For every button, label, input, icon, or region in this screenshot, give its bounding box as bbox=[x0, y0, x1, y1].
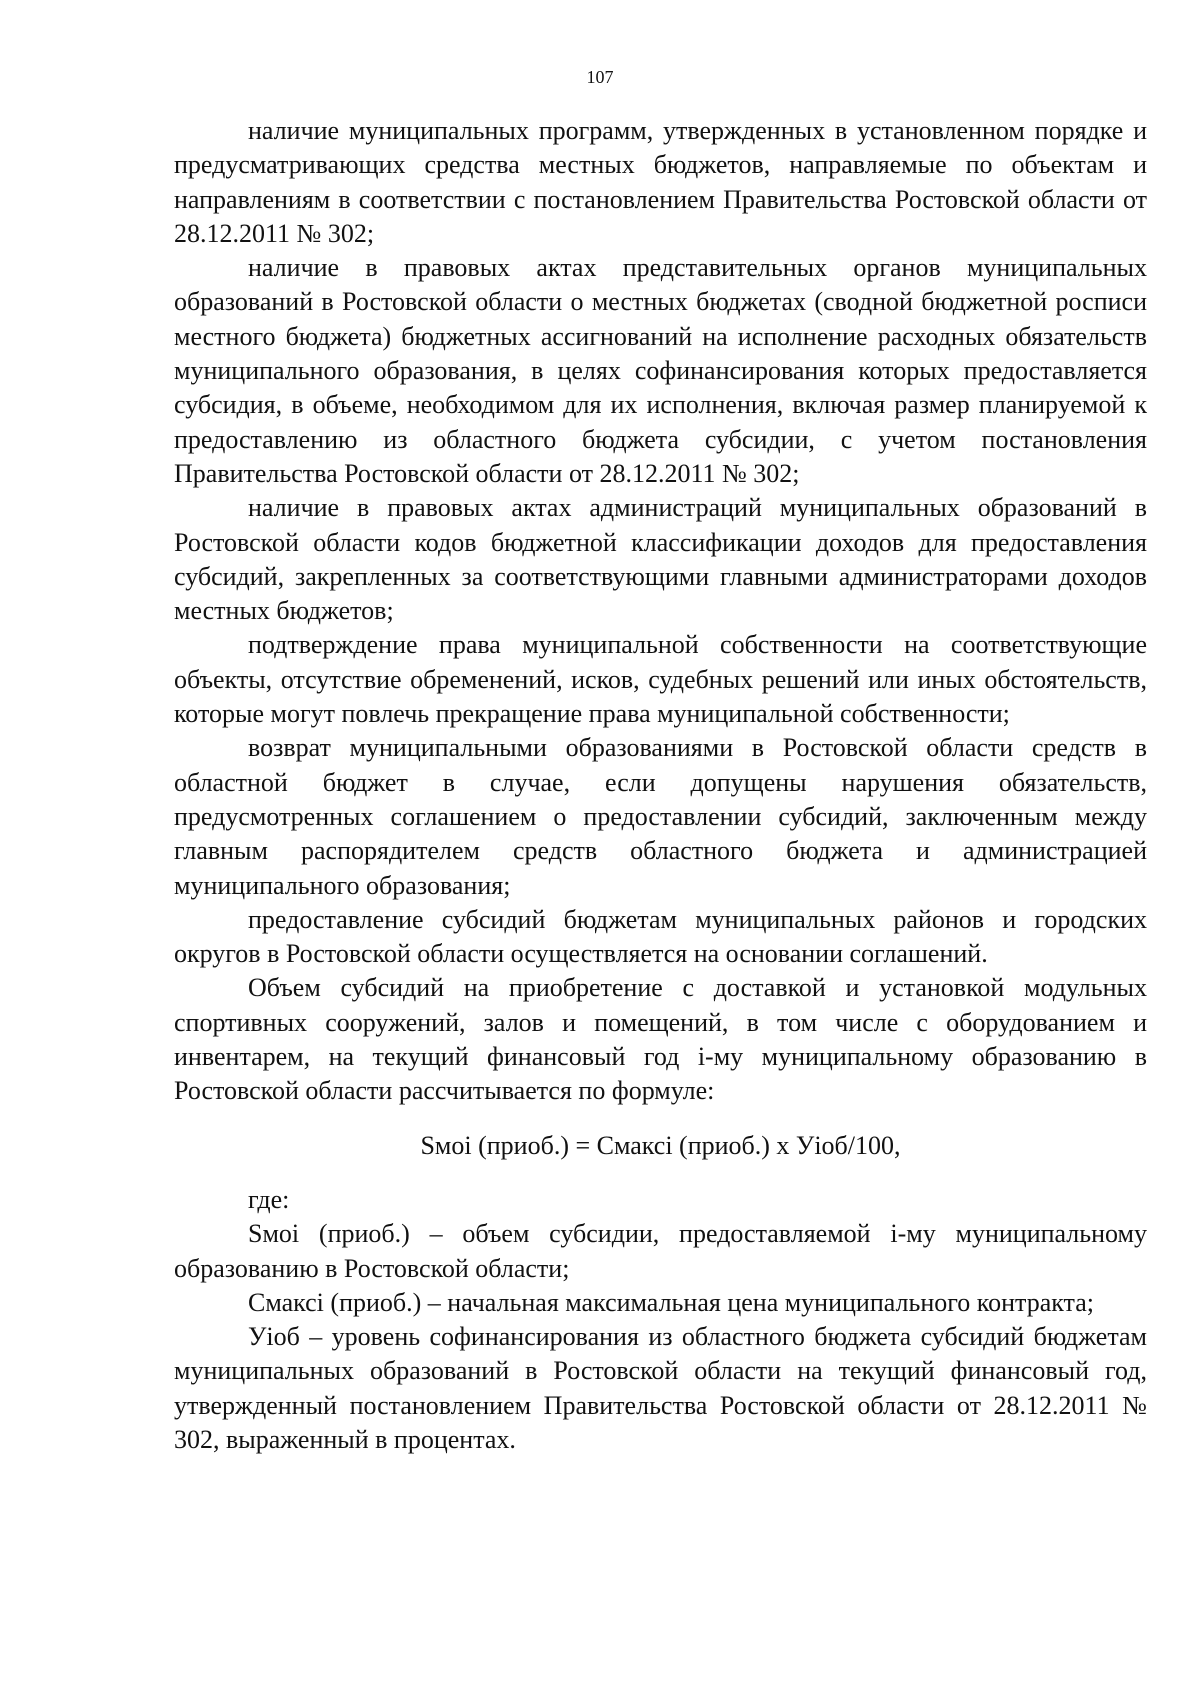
paragraph-classification-codes: наличие в правовых актах администраций муниципальных образований в Ростовской области кодов бюджетной классификации доходов для предоставления субсидий, закрепленных за соответствующими главными администраторами доходов местных бюджетов; bbox=[174, 493, 1147, 626]
definition-cofinancing-level: Уioб – уровень софинансирования из областного бюджета субсидий бюджетам муниципальных образований в Ростовской области на текущий финансовый год, утвержденный постановлением Правительства Ростовской области от 28.12.2011 № 302, выраженный в процентах. bbox=[174, 1322, 1147, 1454]
document-body bbox=[174, 114, 1147, 1457]
paragraph-ownership-confirmation: подтверждение права муниципальной собственности на соответствующие объекты, отсутствие обременений, исков, судебных решений или иных обстоятельств, которые могут повлечь прекращение права муниципальной собственности; bbox=[174, 630, 1147, 729]
paragraph-agreements: предоставление субсидий бюджетам муниципальных районов и городских округов в Ростовской области осуществляется на основании соглашений. bbox=[174, 904, 1147, 969]
subsidy-formula: Sмоi (приоб.) = Смаксi (приоб.) x Уioб/100, bbox=[420, 1130, 901, 1160]
paragraph-funds-return: возврат муниципальными образованиями в Ростовской области средств в областной бюджет в случае, если допущены нарушения обязательств, предусмотренных соглашением о предоставлении субсидий, заключенным между главным распорядителем средств областного бюджета и администрацией муниципального образования; bbox=[174, 733, 1147, 900]
definition-max-price: Смаксi (приоб.) – начальная максимальная цена муниципального контракта; bbox=[248, 1287, 1094, 1317]
paragraph-subsidy-volume: Объем субсидий на приобретение с доставкой и установкой модульных спортивных сооружений, залов и помещений, в том числе с оборудованием и инвентарем, на текущий финансовый год i-му муниципальному образованию в Ростовской области рассчитывается по формуле: bbox=[174, 973, 1147, 1106]
definition-subsidy-volume: Sмоi (приоб.) – объем субсидии, предоставляемой i-му муниципальному образованию в Ростовской области; bbox=[174, 1219, 1147, 1283]
page-number: 107 bbox=[586, 67, 614, 87]
where-label: где: bbox=[248, 1184, 290, 1214]
paragraph-budget-allocations: наличие в правовых актах представительных органов муниципальных образований в Ростовской области о местных бюджетах (сводной бюджетной росписи местного бюджета) бюджетных ассигнований на исполнение расходных обязательств муниципального образования, в целях софинансирования которых предоставляется субсидия, в объеме, необходимом для их исполнения, включая размер планируемой к предоставлению из областного бюджета субсидии, с учетом постановления Правительства Ростовской области от 28.12.2011 № 302; bbox=[174, 253, 1147, 488]
paragraph-municipal-programs: наличие муниципальных программ, утвержденных в установленном порядке и предусматривающих средства местных бюджетов, направляемые по объектам и направлениям в соответствии с постановлением Правительства Ростовской области от 28.12.2011 № 302; bbox=[174, 116, 1147, 248]
